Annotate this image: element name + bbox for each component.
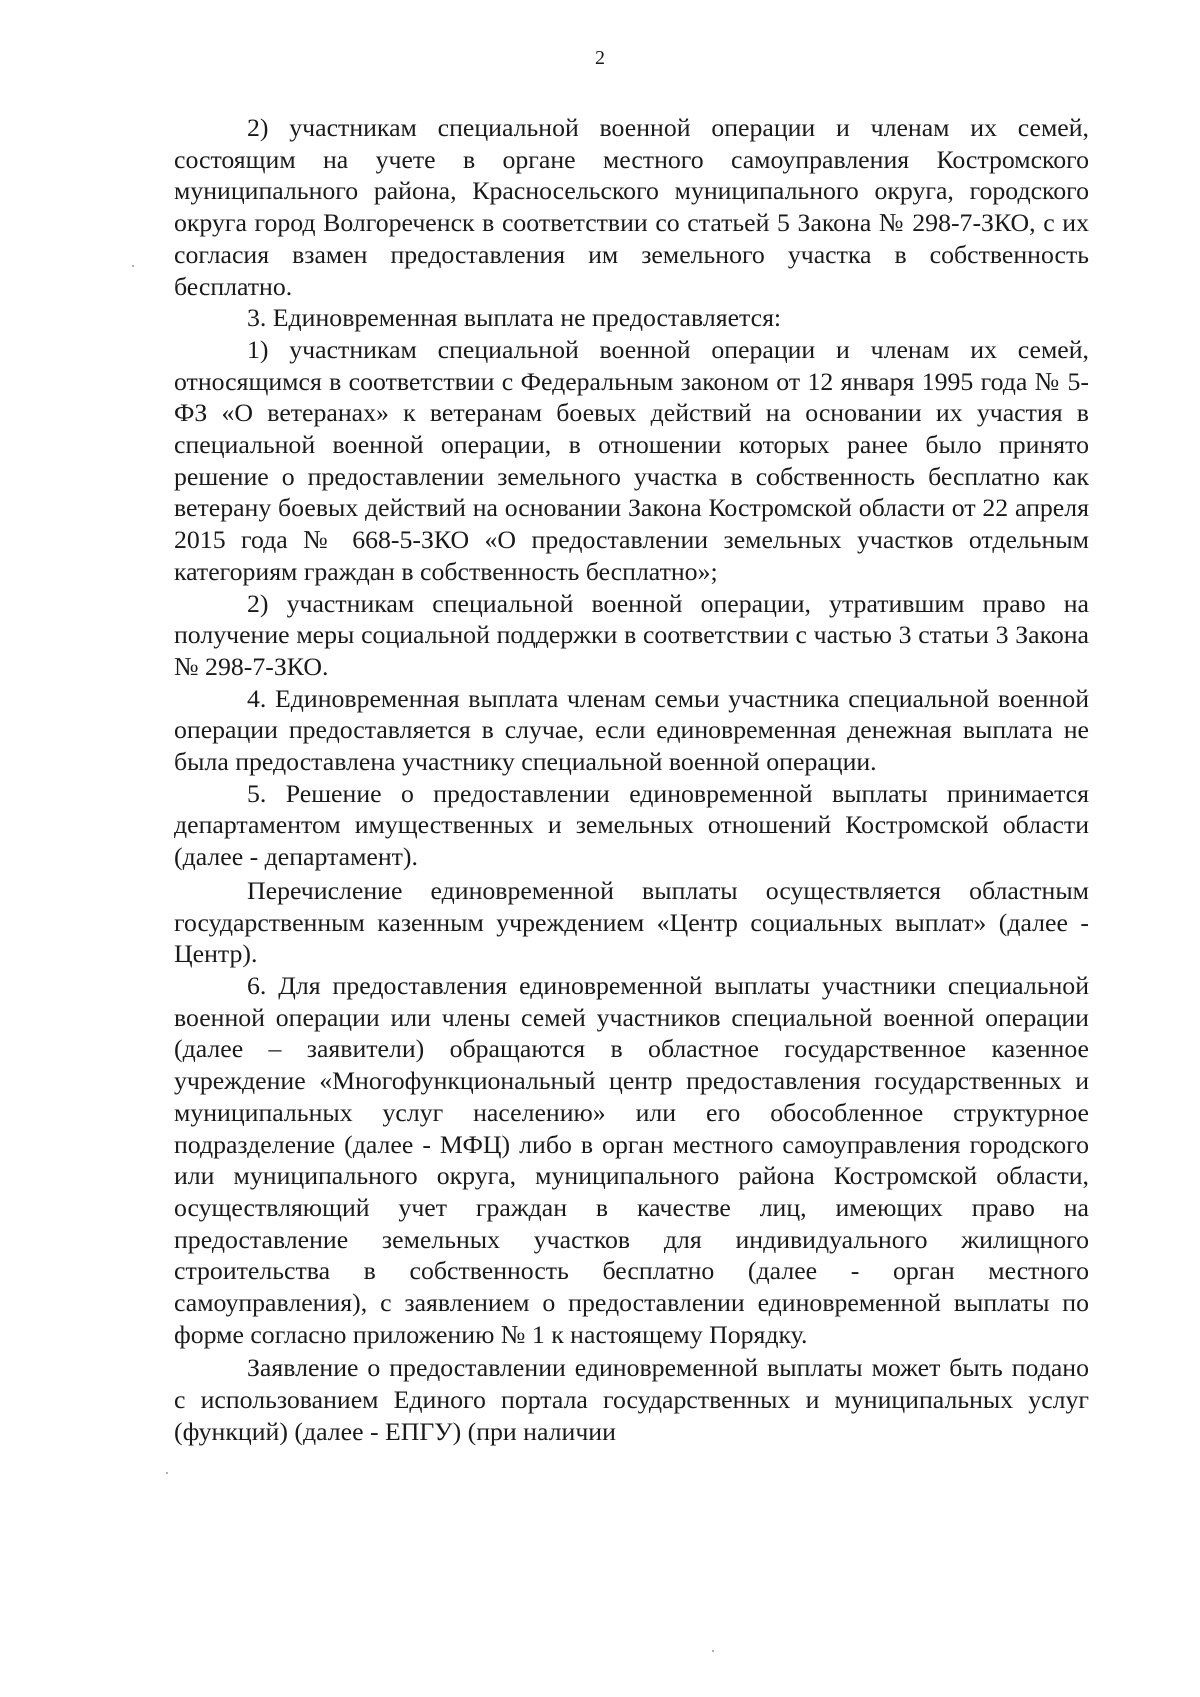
page-number: 2: [595, 47, 605, 69]
scan-speck: [712, 1650, 714, 1652]
paragraph-3-subitem-2: 2) участникам специальной военной операции, утратившим право на получение меры социальной поддержки в соответствии с частью 3 статьи 3 Закона № 298-7-ЗКО.: [174, 588, 1089, 681]
paragraph-2-subitem-2: 2) участникам специальной военной операции и членам их семей, состоящим на учете в органе местного самоуправления Костромского муниципального района, Красносельского муниципального округа, городского округа город Волгореченск в соответствии со статьей 5 Закона № 298-7-ЗКО, с их согласия взамен предоставления им земельного участка в собственность бесплатно.: [174, 113, 1089, 301]
paragraph-6: 6. Для предоставления единовременной выплаты участники специальной военной операции или члены семей участников специальной военной операции (далее – заявители) обращаются в областное государственное казенное учреждение «Многофункциональный центр предоставления государственных и муниципальных услуг населению» или его обособленное структурное подразделение (далее - МФЦ) либо в орган местного самоуправления городского или муниципального округа, муниципального района Костромской области, осуществляющий учет граждан в качестве лиц, имеющих право на предоставление земельных участков для индивидуального жилищного строительства в собственность бесплатно (далее - орган местного самоуправления), с заявлением о предоставлении единовременной выплаты по форме согласно приложению № 1 к настоящему Порядку.: [174, 970, 1089, 1349]
paragraph-6-application: Заявление о предоставлении единовременной выплаты может быть подано с использованием Единого портала государственных и муниципальных услуг (функций) (далее - ЕПГУ) (при наличии: [174, 1353, 1089, 1446]
scan-speck: [166, 1472, 168, 1474]
document-body: [174, 112, 1089, 1448]
paragraph-4: 4. Единовременная выплата членам семьи участника специальной военной операции предоставляется в случае, если единовременная денежная выплата не была предоставлена участнику специальной военной операции.: [174, 683, 1089, 777]
scan-speck: [132, 265, 134, 267]
paragraph-5: 5. Решение о предоставлении единовременной выплаты принимается департаментом имущественных и земельных отношений Костромской области (далее - департамент).: [174, 778, 1089, 872]
paragraph-3-subitem-1: 1) участникам специальной военной операции и членам их семей, относящимся в соответствии с Федеральным законом от 12 января 1995 года № 5-ФЗ «О ветеранах» к ветеранам боевых действий на основании их участия в специальной военной операции, в отношении которых ранее было принято решение о предоставлении земельного участка в собственность бесплатно как ветерану боевых действий на основании Закона Костромской области от 22 апреля 2015 года № 668-5-ЗКО «О предоставлении земельных участков отдельным категориям граждан в собственность бесплатно»;: [174, 334, 1089, 586]
paragraph-3: 3. Единовременная выплата не предоставляется:: [247, 303, 782, 333]
paragraph-5-transfer: Перечисление единовременной выплаты осуществляется областным государственным казенным учреждением «Центр социальных выплат» (далее - Центр).: [174, 875, 1089, 969]
